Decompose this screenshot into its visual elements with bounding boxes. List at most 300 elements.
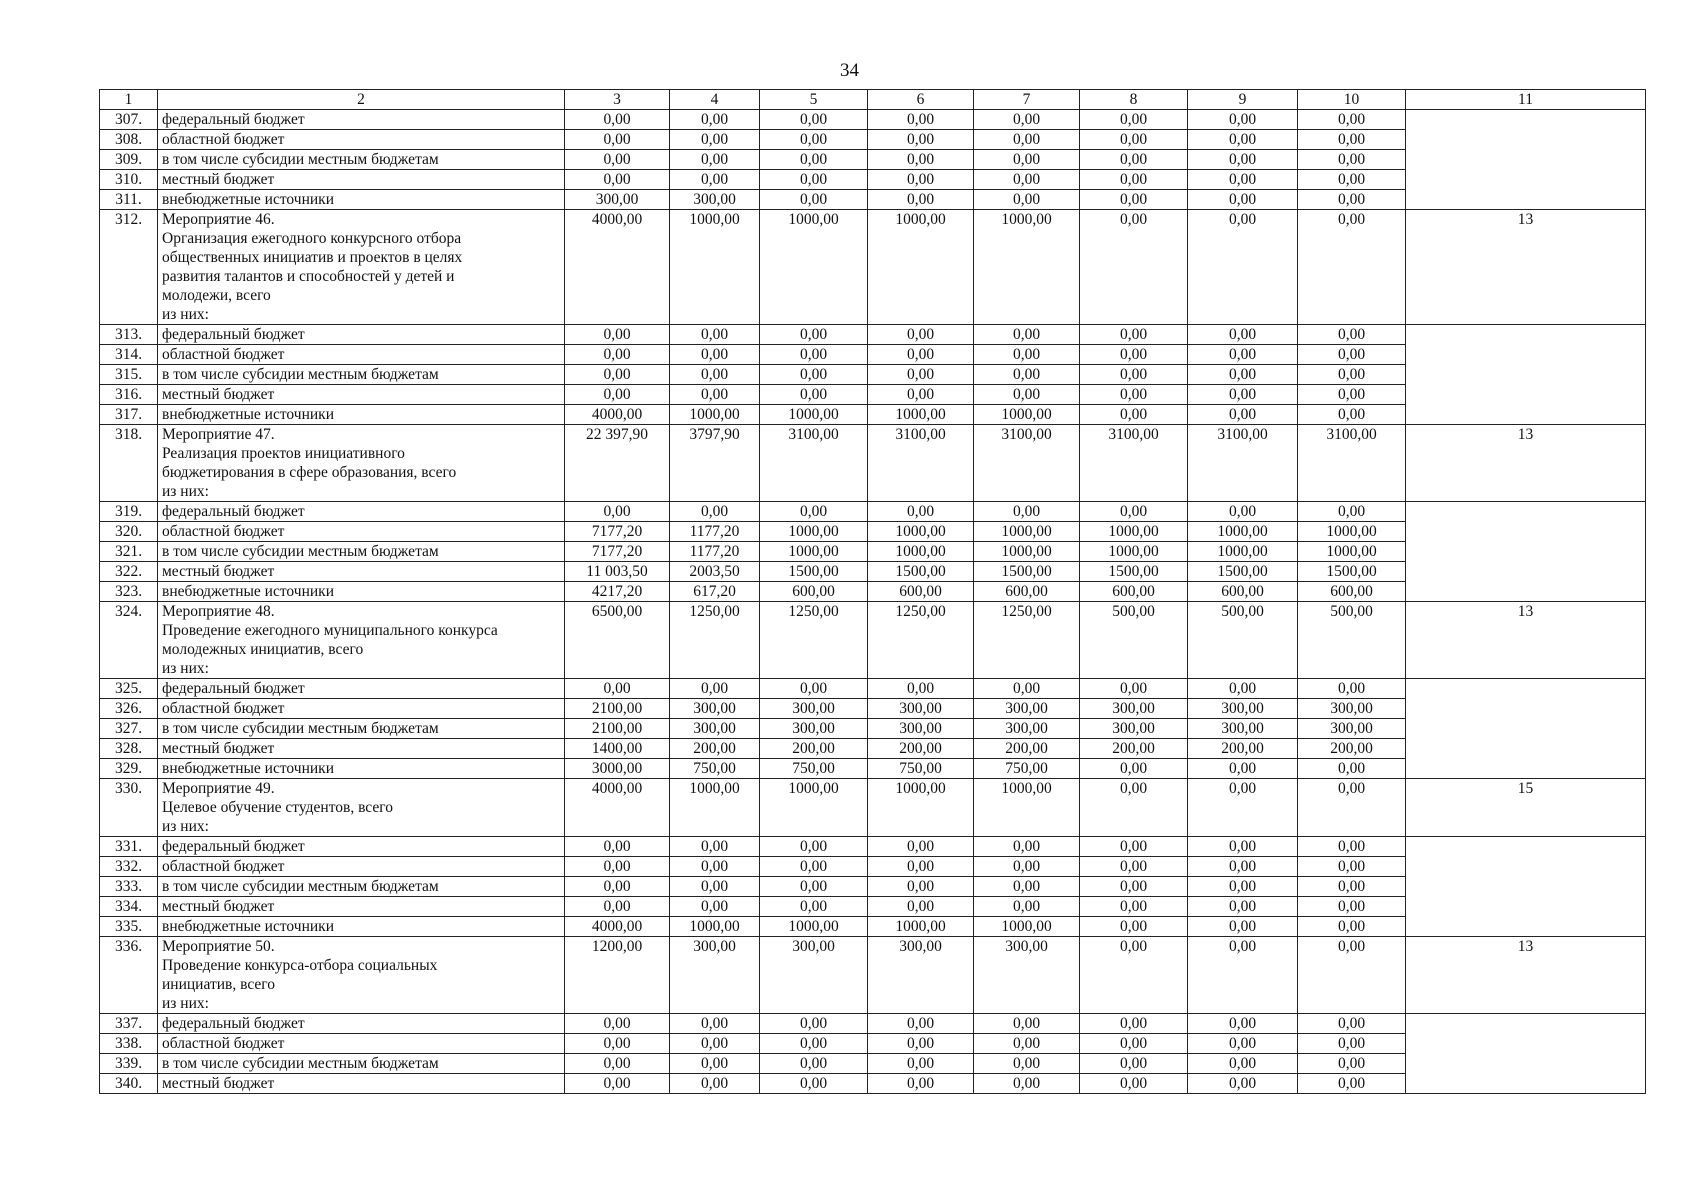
amount-cell: 0,00 [1188, 837, 1298, 857]
amount-cell: 0,00 [670, 1014, 760, 1034]
amount-cell: 0,00 [974, 365, 1080, 385]
description-line: Проведение конкурса-отбора социальных [162, 957, 438, 974]
description-line: федеральный бюджет [162, 1015, 305, 1032]
amount-cell: 200,00 [1188, 739, 1298, 759]
amount-cell: 300,00 [1080, 719, 1188, 739]
description-line: внебюджетные источники [162, 406, 334, 423]
amount-cell: 0,00 [565, 325, 670, 345]
row-number: 338. [100, 1034, 158, 1054]
amount-cell: 0,00 [760, 325, 868, 345]
row-description [158, 325, 565, 345]
indicator-cell [1406, 857, 1646, 877]
amount-cell: 0,00 [1188, 857, 1298, 877]
amount-cell: 0,00 [1298, 502, 1406, 522]
amount-cell: 3797,90 [670, 425, 760, 502]
amount-cell: 750,00 [868, 759, 974, 779]
amount-cell: 0,00 [868, 857, 974, 877]
amount-cell: 300,00 [760, 937, 868, 1014]
description-line: областной бюджет [162, 346, 285, 363]
row-description [158, 1054, 565, 1074]
indicator-cell [1406, 502, 1646, 522]
indicator-cell: 13 [1406, 425, 1646, 502]
row-number: 336. [100, 937, 158, 1014]
amount-cell: 2100,00 [565, 699, 670, 719]
indicator-cell [1406, 877, 1646, 897]
amount-cell: 1000,00 [1298, 542, 1406, 562]
amount-cell: 0,00 [760, 897, 868, 917]
amount-cell: 0,00 [1080, 857, 1188, 877]
amount-cell: 0,00 [1080, 917, 1188, 937]
indicator-cell [1406, 385, 1646, 405]
amount-cell: 0,00 [974, 1054, 1080, 1074]
amount-cell: 0,00 [1080, 897, 1188, 917]
amount-cell: 0,00 [670, 385, 760, 405]
amount-cell: 600,00 [1298, 582, 1406, 602]
row-description [158, 170, 565, 190]
amount-cell: 0,00 [1188, 502, 1298, 522]
description-line: внебюджетные источники [162, 191, 334, 208]
row-description [158, 425, 565, 502]
description-line: в том числе субсидии местным бюджетам [162, 543, 439, 560]
description-line: из них: [162, 660, 209, 677]
amount-cell: 1400,00 [565, 739, 670, 759]
amount-cell: 200,00 [1298, 739, 1406, 759]
row-number: 316. [100, 385, 158, 405]
amount-cell: 1000,00 [760, 405, 868, 425]
amount-cell: 0,00 [1188, 150, 1298, 170]
column-header: 7 [974, 90, 1080, 110]
amount-cell: 0,00 [868, 1014, 974, 1034]
amount-cell: 0,00 [1188, 917, 1298, 937]
amount-cell: 0,00 [760, 130, 868, 150]
amount-cell: 0,00 [670, 345, 760, 365]
amount-cell: 0,00 [1298, 937, 1406, 1014]
amount-cell: 0,00 [670, 857, 760, 877]
indicator-cell [1406, 759, 1646, 779]
amount-cell: 0,00 [868, 502, 974, 522]
row-description [158, 837, 565, 857]
row-description [158, 897, 565, 917]
description-line: федеральный бюджет [162, 680, 305, 697]
amount-cell: 0,00 [760, 1074, 868, 1094]
row-description [158, 582, 565, 602]
row-number: 307. [100, 110, 158, 130]
row-number: 309. [100, 150, 158, 170]
row-description [158, 562, 565, 582]
amount-cell: 0,00 [868, 1074, 974, 1094]
amount-cell: 2003,50 [670, 562, 760, 582]
amount-cell: 300,00 [760, 719, 868, 739]
amount-cell: 1177,20 [670, 522, 760, 542]
table-row [100, 210, 1646, 325]
amount-cell: 0,00 [1080, 877, 1188, 897]
table-row [100, 837, 1646, 857]
description-line: из них: [162, 995, 209, 1012]
amount-cell: 0,00 [974, 190, 1080, 210]
amount-cell: 0,00 [1188, 1054, 1298, 1074]
amount-cell: 0,00 [974, 837, 1080, 857]
amount-cell: 0,00 [1080, 170, 1188, 190]
amount-cell: 0,00 [1298, 365, 1406, 385]
table-row [100, 602, 1646, 679]
amount-cell: 1250,00 [974, 602, 1080, 679]
row-description [158, 130, 565, 150]
indicator-cell [1406, 542, 1646, 562]
amount-cell: 0,00 [565, 1034, 670, 1054]
amount-cell: 0,00 [565, 502, 670, 522]
amount-cell: 0,00 [868, 877, 974, 897]
amount-cell: 0,00 [1188, 1034, 1298, 1054]
indicator-cell [1406, 1074, 1646, 1094]
amount-cell: 0,00 [1080, 110, 1188, 130]
amount-cell: 0,00 [1298, 1054, 1406, 1074]
amount-cell: 0,00 [565, 897, 670, 917]
description-line: Проведение ежегодного муниципального конкурса [162, 622, 498, 639]
row-description [158, 779, 565, 837]
indicator-cell: 13 [1406, 210, 1646, 325]
description-line: Мероприятие 49. [162, 780, 275, 797]
indicator-cell [1406, 1014, 1646, 1034]
amount-cell: 0,00 [974, 857, 1080, 877]
table-row [100, 759, 1646, 779]
amount-cell: 0,00 [974, 1014, 1080, 1034]
row-description [158, 719, 565, 739]
amount-cell: 1000,00 [670, 210, 760, 325]
amount-cell: 0,00 [565, 345, 670, 365]
table-row [100, 425, 1646, 502]
indicator-cell [1406, 917, 1646, 937]
amount-cell: 300,00 [565, 190, 670, 210]
amount-cell: 0,00 [1298, 1074, 1406, 1094]
row-number: 330. [100, 779, 158, 837]
description-line: областной бюджет [162, 131, 285, 148]
indicator-cell [1406, 365, 1646, 385]
amount-cell: 750,00 [974, 759, 1080, 779]
amount-cell: 300,00 [1298, 699, 1406, 719]
table-row [100, 1054, 1646, 1074]
amount-cell: 617,20 [670, 582, 760, 602]
amount-cell: 0,00 [760, 857, 868, 877]
amount-cell: 7177,20 [565, 542, 670, 562]
amount-cell: 0,00 [1298, 405, 1406, 425]
indicator-cell [1406, 150, 1646, 170]
row-description [158, 502, 565, 522]
amount-cell: 0,00 [868, 130, 974, 150]
row-number: 329. [100, 759, 158, 779]
row-number: 317. [100, 405, 158, 425]
amount-cell: 200,00 [1080, 739, 1188, 759]
indicator-cell [1406, 679, 1646, 699]
description-line: в том числе субсидии местным бюджетам [162, 366, 439, 383]
amount-cell: 300,00 [868, 699, 974, 719]
amount-cell: 1000,00 [1298, 522, 1406, 542]
amount-cell: 0,00 [760, 877, 868, 897]
amount-cell: 0,00 [1188, 210, 1298, 325]
amount-cell: 0,00 [760, 190, 868, 210]
amount-cell: 0,00 [1080, 837, 1188, 857]
table-row [100, 385, 1646, 405]
amount-cell: 0,00 [670, 150, 760, 170]
amount-cell: 0,00 [1298, 150, 1406, 170]
amount-cell: 0,00 [1298, 679, 1406, 699]
amount-cell: 750,00 [670, 759, 760, 779]
amount-cell: 1000,00 [868, 917, 974, 937]
amount-cell: 0,00 [868, 150, 974, 170]
amount-cell: 600,00 [1188, 582, 1298, 602]
indicator-cell: 13 [1406, 937, 1646, 1014]
amount-cell: 0,00 [1080, 1034, 1188, 1054]
description-line: внебюджетные источники [162, 760, 334, 777]
amount-cell: 0,00 [760, 837, 868, 857]
amount-cell: 300,00 [1080, 699, 1188, 719]
table-row [100, 345, 1646, 365]
amount-cell: 0,00 [670, 502, 760, 522]
amount-cell: 500,00 [1080, 602, 1188, 679]
amount-cell: 0,00 [868, 897, 974, 917]
amount-cell: 0,00 [868, 170, 974, 190]
row-description [158, 1074, 565, 1094]
amount-cell: 0,00 [974, 325, 1080, 345]
amount-cell: 1000,00 [1188, 522, 1298, 542]
amount-cell: 0,00 [868, 345, 974, 365]
amount-cell: 0,00 [1080, 1074, 1188, 1094]
description-line: местный бюджет [162, 563, 275, 580]
indicator-cell [1406, 110, 1646, 130]
description-line: местный бюджет [162, 740, 275, 757]
row-number: 312. [100, 210, 158, 325]
amount-cell: 1000,00 [760, 542, 868, 562]
amount-cell: 3100,00 [868, 425, 974, 502]
amount-cell: 0,00 [868, 1054, 974, 1074]
amount-cell: 0,00 [565, 385, 670, 405]
amount-cell: 3100,00 [1080, 425, 1188, 502]
table-row [100, 1034, 1646, 1054]
description-line: Мероприятие 50. [162, 938, 275, 955]
column-header: 5 [760, 90, 868, 110]
row-description [158, 699, 565, 719]
amount-cell: 200,00 [760, 739, 868, 759]
amount-cell: 0,00 [1298, 837, 1406, 857]
row-number: 320. [100, 522, 158, 542]
amount-cell: 0,00 [1188, 937, 1298, 1014]
amount-cell: 0,00 [670, 837, 760, 857]
amount-cell: 0,00 [868, 837, 974, 857]
row-description [158, 917, 565, 937]
indicator-cell [1406, 739, 1646, 759]
description-line: из них: [162, 306, 209, 323]
amount-cell: 0,00 [974, 110, 1080, 130]
amount-cell: 0,00 [1298, 170, 1406, 190]
amount-cell: 1000,00 [868, 210, 974, 325]
description-line: федеральный бюджет [162, 503, 305, 520]
indicator-cell [1406, 190, 1646, 210]
indicator-cell: 13 [1406, 602, 1646, 679]
indicator-cell [1406, 562, 1646, 582]
description-line: в том числе субсидии местным бюджетам [162, 151, 439, 168]
amount-cell: 0,00 [1188, 779, 1298, 837]
amount-cell: 0,00 [1080, 502, 1188, 522]
table-row [100, 897, 1646, 917]
table-row [100, 325, 1646, 345]
description-line: молодежных инициатив, всего [162, 641, 364, 658]
amount-cell: 1500,00 [760, 562, 868, 582]
row-number: 311. [100, 190, 158, 210]
amount-cell: 0,00 [760, 1014, 868, 1034]
amount-cell: 0,00 [1188, 110, 1298, 130]
row-description [158, 857, 565, 877]
amount-cell: 300,00 [974, 937, 1080, 1014]
amount-cell: 0,00 [1080, 1054, 1188, 1074]
amount-cell: 0,00 [1188, 759, 1298, 779]
amount-cell: 0,00 [670, 877, 760, 897]
row-number: 340. [100, 1074, 158, 1094]
row-number: 333. [100, 877, 158, 897]
amount-cell: 1500,00 [974, 562, 1080, 582]
amount-cell: 0,00 [565, 679, 670, 699]
row-number: 319. [100, 502, 158, 522]
amount-cell: 0,00 [565, 130, 670, 150]
amount-cell: 0,00 [565, 365, 670, 385]
table-row [100, 365, 1646, 385]
description-line: местный бюджет [162, 386, 275, 403]
amount-cell: 0,00 [1080, 325, 1188, 345]
amount-cell: 300,00 [670, 719, 760, 739]
indicator-cell [1406, 1054, 1646, 1074]
amount-cell: 0,00 [1188, 1074, 1298, 1094]
amount-cell: 0,00 [1188, 170, 1298, 190]
description-line: инициатив, всего [162, 976, 275, 993]
row-number: 315. [100, 365, 158, 385]
column-header: 6 [868, 90, 974, 110]
amount-cell: 0,00 [1188, 345, 1298, 365]
amount-cell: 0,00 [868, 679, 974, 699]
amount-cell: 0,00 [760, 110, 868, 130]
amount-cell: 600,00 [868, 582, 974, 602]
table-row [100, 877, 1646, 897]
amount-cell: 600,00 [974, 582, 1080, 602]
amount-cell: 0,00 [974, 679, 1080, 699]
amount-cell: 0,00 [565, 837, 670, 857]
amount-cell: 0,00 [868, 385, 974, 405]
amount-cell: 0,00 [1298, 897, 1406, 917]
amount-cell: 0,00 [1298, 130, 1406, 150]
row-number: 321. [100, 542, 158, 562]
amount-cell: 0,00 [760, 502, 868, 522]
amount-cell: 300,00 [670, 190, 760, 210]
table-row [100, 190, 1646, 210]
amount-cell: 4217,20 [565, 582, 670, 602]
row-number: 332. [100, 857, 158, 877]
description-line: в том числе субсидии местным бюджетам [162, 1055, 439, 1072]
amount-cell: 0,00 [1080, 385, 1188, 405]
description-line: из них: [162, 818, 209, 835]
amount-cell: 300,00 [670, 699, 760, 719]
amount-cell: 0,00 [1188, 190, 1298, 210]
amount-cell: 300,00 [868, 937, 974, 1014]
row-number: 310. [100, 170, 158, 190]
amount-cell: 1000,00 [1080, 522, 1188, 542]
table-row [100, 1014, 1646, 1034]
amount-cell: 1000,00 [1080, 542, 1188, 562]
amount-cell: 200,00 [868, 739, 974, 759]
amount-cell: 1000,00 [974, 522, 1080, 542]
amount-cell: 1000,00 [974, 779, 1080, 837]
amount-cell: 0,00 [1080, 779, 1188, 837]
amount-cell: 0,00 [1298, 325, 1406, 345]
indicator-cell [1406, 897, 1646, 917]
amount-cell: 0,00 [1298, 877, 1406, 897]
row-number: 322. [100, 562, 158, 582]
amount-cell: 4000,00 [565, 917, 670, 937]
row-description [158, 385, 565, 405]
indicator-cell [1406, 837, 1646, 857]
description-line: из них: [162, 483, 209, 500]
amount-cell: 0,00 [974, 1034, 1080, 1054]
table-row [100, 679, 1646, 699]
row-number: 323. [100, 582, 158, 602]
amount-cell: 600,00 [1080, 582, 1188, 602]
description-line: общественных инициатив и проектов в целях [162, 249, 463, 266]
amount-cell: 4000,00 [565, 210, 670, 325]
amount-cell: 0,00 [760, 679, 868, 699]
amount-cell: 0,00 [1080, 937, 1188, 1014]
row-description [158, 365, 565, 385]
amount-cell: 1000,00 [670, 405, 760, 425]
row-number: 324. [100, 602, 158, 679]
table-row [100, 405, 1646, 425]
description-line: развития талантов и способностей у детей и [162, 268, 455, 285]
row-description [158, 1014, 565, 1034]
amount-cell: 0,00 [974, 897, 1080, 917]
amount-cell: 1000,00 [974, 917, 1080, 937]
amount-cell: 300,00 [868, 719, 974, 739]
amount-cell: 0,00 [1298, 1034, 1406, 1054]
row-number: 337. [100, 1014, 158, 1034]
description-line: областной бюджет [162, 700, 285, 717]
row-description [158, 150, 565, 170]
amount-cell: 1000,00 [974, 542, 1080, 562]
column-header: 1 [100, 90, 158, 110]
amount-cell: 0,00 [565, 877, 670, 897]
amount-cell: 0,00 [974, 345, 1080, 365]
amount-cell: 0,00 [1080, 210, 1188, 325]
amount-cell: 0,00 [1080, 1014, 1188, 1034]
amount-cell: 2100,00 [565, 719, 670, 739]
amount-cell: 0,00 [974, 502, 1080, 522]
amount-cell: 0,00 [1080, 365, 1188, 385]
amount-cell: 0,00 [974, 385, 1080, 405]
amount-cell: 1000,00 [868, 405, 974, 425]
amount-cell: 1500,00 [1080, 562, 1188, 582]
row-description [158, 1034, 565, 1054]
amount-cell: 3100,00 [1188, 425, 1298, 502]
amount-cell: 1000,00 [760, 522, 868, 542]
description-line: Мероприятие 46. [162, 211, 275, 228]
row-description [158, 210, 565, 325]
indicator-cell [1406, 405, 1646, 425]
table-row [100, 719, 1646, 739]
row-number: 318. [100, 425, 158, 502]
amount-cell: 0,00 [1188, 897, 1298, 917]
column-header: 11 [1406, 90, 1646, 110]
amount-cell: 1250,00 [760, 602, 868, 679]
description-line: внебюджетные источники [162, 918, 334, 935]
amount-cell: 0,00 [760, 365, 868, 385]
amount-cell: 0,00 [565, 1074, 670, 1094]
table-row [100, 917, 1646, 937]
description-line: Целевое обучение студентов, всего [162, 799, 393, 816]
amount-cell: 0,00 [1298, 759, 1406, 779]
